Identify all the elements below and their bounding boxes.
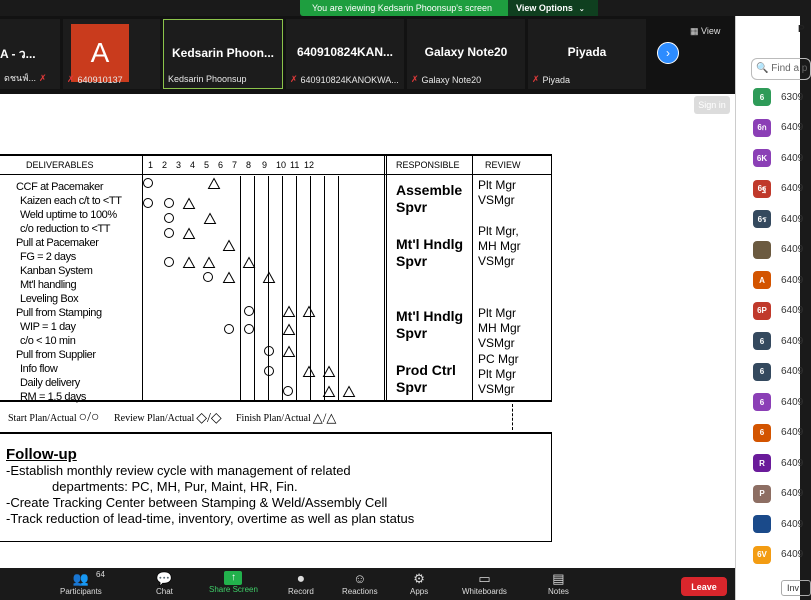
deliverable-item: Kaizen each c/t to <TT	[20, 195, 122, 207]
start-plan-circle	[264, 346, 274, 356]
dashed-divider	[512, 404, 513, 430]
start-plan-circle	[264, 366, 274, 376]
deliverable-item: Pull at Pacemaker	[16, 237, 99, 249]
start-plan-circle	[283, 386, 293, 396]
reactions-icon: ☺	[353, 571, 367, 586]
week-column-line	[282, 176, 283, 402]
screen-share-banner	[300, 0, 598, 16]
participant-row[interactable]	[753, 88, 803, 106]
start-plan-circle	[164, 228, 174, 238]
finish-plan-triangle	[223, 272, 233, 282]
week-header: 1	[148, 160, 154, 170]
avatar: 6ก	[753, 119, 771, 137]
finish-plan-triangle	[263, 272, 273, 282]
participant-row[interactable]	[753, 302, 803, 320]
tile-name: Piyada	[567, 45, 607, 59]
follow-up-item: -Create Tracking Center between Stamping & Weld/Assembly Cell	[6, 495, 388, 510]
review-group: Plt Mgr MH Mgr VSMgr	[478, 306, 521, 350]
start-plan-circle	[164, 257, 174, 267]
avatar: P	[753, 485, 771, 503]
column-divider	[386, 156, 387, 402]
finish-plan-triangle	[208, 178, 218, 188]
deliverable-item: Weld uptime to 100%	[20, 209, 117, 221]
avatar: 6P	[753, 302, 771, 320]
week-header: 11	[290, 160, 300, 170]
start-plan-circle	[164, 198, 174, 208]
header-review: REVIEW	[485, 160, 521, 170]
participant-count: 64	[96, 570, 105, 579]
review-group: PC Mgr Plt Mgr VSMgr	[478, 352, 519, 396]
avatar: 6	[753, 332, 771, 350]
review-group: Plt Mgr, MH Mgr VSMgr	[478, 224, 521, 268]
start-plan-circle	[164, 213, 174, 223]
participant-row[interactable]	[753, 546, 803, 564]
video-tile[interactable]	[407, 19, 525, 89]
mic-muted-icon: ✗	[411, 74, 419, 84]
legend-review: Review Plan/Actual ◇/◇	[114, 411, 222, 426]
tile-label: ✗ 640910137	[67, 74, 123, 85]
tile-name: Kedsarin Phoon...	[171, 46, 274, 60]
finish-plan-triangle	[303, 366, 313, 376]
participant-name: 6409	[781, 122, 804, 133]
participant-name: 6409	[781, 457, 804, 469]
column-divider	[551, 156, 552, 402]
start-plan-circle	[143, 178, 153, 188]
week-header: 7	[232, 160, 238, 170]
responsible-prod-ctrl: Prod Ctrl Spvr	[396, 362, 456, 395]
whiteboard-icon: ▭	[478, 571, 491, 586]
participant-row[interactable]	[753, 119, 803, 137]
video-strip	[0, 16, 735, 94]
participant-row[interactable]	[753, 454, 803, 472]
notes-icon: ▤	[552, 571, 565, 586]
participant-row[interactable]	[753, 393, 803, 411]
participant-name: 6409	[781, 488, 804, 499]
column-divider	[472, 156, 473, 402]
follow-up-section	[0, 432, 552, 542]
participant-name: 6409	[781, 274, 804, 286]
video-tile[interactable]	[528, 19, 646, 89]
participant-row[interactable]	[753, 271, 803, 289]
follow-up-item: -Establish monthly review cycle with management of related	[6, 463, 351, 478]
leave-button[interactable]: Leave	[681, 577, 727, 596]
video-tile[interactable]	[63, 19, 160, 89]
view-button[interactable]: ▦ View	[690, 26, 721, 36]
panel-title: P	[798, 24, 805, 35]
legend-start: Start Plan/Actual ○/○	[8, 410, 100, 425]
week-header: 6	[218, 160, 224, 170]
record-icon: ⏺	[297, 571, 305, 586]
finish-plan-triangle	[283, 306, 293, 316]
week-header: 8	[246, 160, 252, 170]
mic-muted-icon: ✗	[532, 74, 540, 84]
participant-row[interactable]	[753, 149, 803, 167]
invite-button[interactable]: Inv	[781, 580, 811, 596]
deliverable-item: Info flow	[20, 363, 58, 375]
banner-text: You are viewing Kedsarin Phoonsup's screen	[312, 3, 492, 13]
week-header: 12	[304, 160, 315, 170]
participants-button[interactable]: 👥 Participants	[60, 571, 102, 596]
deliverable-item: Mt'l handling	[20, 279, 77, 291]
record-button[interactable]: ⏺ Record	[288, 571, 314, 596]
participant-row[interactable]	[753, 210, 803, 228]
mic-muted-icon: ✗	[38, 72, 47, 83]
start-plan-circle	[143, 198, 153, 208]
participants-icon: 👥	[72, 571, 89, 586]
tile-label: ดชนฟ์... ✗	[4, 72, 47, 83]
apps-button[interactable]: ⚙ Apps	[410, 571, 429, 596]
mic-muted-icon: ✗	[290, 74, 298, 84]
tile-label: ✗ Galaxy Note20	[411, 74, 482, 85]
meeting-toolbar	[0, 568, 735, 600]
view-options-button[interactable]: View Options ⌄	[508, 0, 598, 16]
participant-name: 6409	[781, 335, 804, 347]
week-header: 5	[204, 160, 210, 170]
avatar: 6ฐ	[753, 180, 771, 198]
follow-up-title: Follow-up	[6, 446, 77, 463]
finish-plan-triangle	[343, 386, 353, 396]
deliverable-item: Daily delivery	[20, 377, 80, 389]
week-column-line	[240, 176, 241, 402]
finish-plan-triangle	[283, 324, 293, 334]
share-screen-icon: ↑	[224, 571, 242, 585]
apps-icon: ⚙	[413, 571, 425, 586]
start-plan-circle	[244, 306, 254, 316]
finish-plan-triangle	[323, 366, 333, 376]
participant-row[interactable]	[753, 485, 803, 503]
participant-row[interactable]	[753, 332, 803, 350]
whiteboards-button[interactable]: ▭ Whiteboards	[462, 571, 507, 596]
mic-muted-icon: ✗	[67, 74, 75, 84]
responsible-assemble: Assemble Spvr	[396, 182, 463, 215]
participant-name: 6409	[781, 152, 804, 164]
week-column-line	[254, 176, 255, 402]
tile-name: A - ว...	[0, 47, 36, 61]
deliverable-item: Pull from Stamping	[16, 307, 102, 319]
avatar: 6	[753, 88, 771, 106]
avatar: 6ร	[753, 210, 771, 228]
video-tile-active-speaker[interactable]	[163, 19, 283, 89]
participant-row[interactable]	[753, 424, 803, 442]
deliverable-item: Pull from Supplier	[16, 349, 96, 361]
week-header: 9	[262, 160, 268, 170]
participant-name: 6309	[781, 91, 804, 103]
participants-panel	[735, 16, 808, 600]
participant-name: 6409	[781, 549, 804, 560]
avatar: A	[753, 271, 771, 289]
participant-row[interactable]	[753, 241, 803, 259]
header-deliverables: DELIVERABLES	[26, 160, 94, 170]
share-screen-button[interactable]: ↑ Share Screen	[209, 572, 258, 594]
avatar: 6	[753, 363, 771, 381]
reactions-button[interactable]: ☺ Reactions	[342, 571, 378, 596]
participant-row[interactable]	[753, 363, 803, 381]
week-header: 4	[190, 160, 196, 170]
week-header: 2	[162, 160, 168, 170]
avatar: 6V	[753, 546, 771, 564]
chat-button[interactable]: 💬 Chat	[156, 571, 173, 596]
finish-plan-triangle	[243, 257, 253, 267]
deliverable-item: c/o < 10 min	[20, 335, 76, 347]
notes-button[interactable]: ▤ Notes	[548, 571, 569, 596]
follow-up-item: departments: PC, MH, Pur, Maint, HR, Fin.	[52, 479, 298, 494]
participant-name: 6409	[781, 366, 804, 377]
avatar: A	[71, 24, 129, 82]
tile-label: ✗ Piyada	[532, 74, 571, 85]
finish-plan-triangle	[183, 228, 193, 238]
chevron-right-icon[interactable]: ›	[657, 42, 679, 64]
tile-name: Galaxy Note20	[424, 45, 508, 59]
chevron-down-icon: ⌄	[578, 6, 585, 13]
participant-search-input[interactable]: 🔍 Find a p	[751, 58, 811, 80]
finish-plan-triangle	[303, 306, 313, 316]
finish-plan-triangle	[223, 240, 233, 250]
finish-plan-triangle	[323, 386, 333, 396]
week-column-line	[338, 176, 339, 402]
avatar: R	[753, 454, 771, 472]
avatar	[753, 515, 771, 533]
column-divider	[142, 156, 143, 402]
finish-plan-triangle	[203, 257, 213, 267]
sign-in-button[interactable]: Sign in	[694, 96, 730, 114]
tile-label: Kedsarin Phoonsup	[168, 74, 247, 84]
participant-name: 6409	[781, 305, 804, 316]
participant-name: 6409	[781, 518, 804, 530]
legend-finish: Finish Plan/Actual △/△	[236, 410, 337, 425]
tile-label: ✗ 640910824KANOKWA...	[290, 74, 399, 85]
week-column-line	[296, 176, 297, 402]
follow-up-item: -Track reduction of lead-time, inventory, overtime as well as plan status	[6, 511, 415, 526]
responsible-mtl-hndlg: Mt'l Hndlg Spvr	[396, 308, 464, 341]
responsible-mtl-hndlg: Mt'l Hndlg Spvr	[396, 236, 464, 269]
avatar	[753, 241, 771, 259]
participant-name: 6409	[781, 427, 804, 438]
participant-name: 6409	[781, 244, 804, 255]
participant-row[interactable]	[753, 180, 803, 198]
deliverable-item: Kanban System	[20, 265, 93, 277]
start-plan-circle	[224, 324, 234, 334]
deliverable-item: WIP = 1 day	[20, 321, 76, 333]
start-plan-circle	[244, 324, 254, 334]
tile-name: 640910824KAN...	[296, 45, 394, 59]
video-tile[interactable]	[286, 19, 404, 89]
avatar: 6K	[753, 149, 771, 167]
participant-name: 6409	[781, 183, 804, 194]
deliverable-item: CCF at Pacemaker	[16, 181, 104, 193]
deliverable-item: RM = 1.5 days	[20, 391, 87, 403]
participant-name: 6409	[781, 396, 804, 408]
participant-row[interactable]	[753, 515, 803, 533]
deliverable-item: FG = 2 days	[20, 251, 76, 263]
participant-name: 6409	[781, 213, 804, 225]
header-divider	[0, 174, 552, 175]
deliverables-table	[0, 154, 552, 402]
week-header: 3	[176, 160, 182, 170]
finish-plan-triangle	[183, 257, 193, 267]
video-tile[interactable]	[0, 19, 60, 89]
column-divider	[384, 156, 385, 402]
start-plan-circle	[203, 272, 213, 282]
week-header: 10	[276, 160, 287, 170]
finish-plan-triangle	[283, 346, 293, 356]
deliverable-item: c/o reduction to <TT	[20, 223, 111, 235]
finish-plan-triangle	[183, 198, 193, 208]
shared-screen	[0, 94, 735, 568]
deliverable-item: Leveling Box	[20, 293, 79, 305]
avatar: 6	[753, 393, 771, 411]
chat-icon: 💬	[156, 571, 173, 586]
avatar: 6	[753, 424, 771, 442]
header-responsible: RESPONSIBLE	[396, 160, 460, 170]
finish-plan-triangle	[204, 213, 214, 223]
review-group: Plt Mgr VSMgr	[478, 178, 517, 207]
